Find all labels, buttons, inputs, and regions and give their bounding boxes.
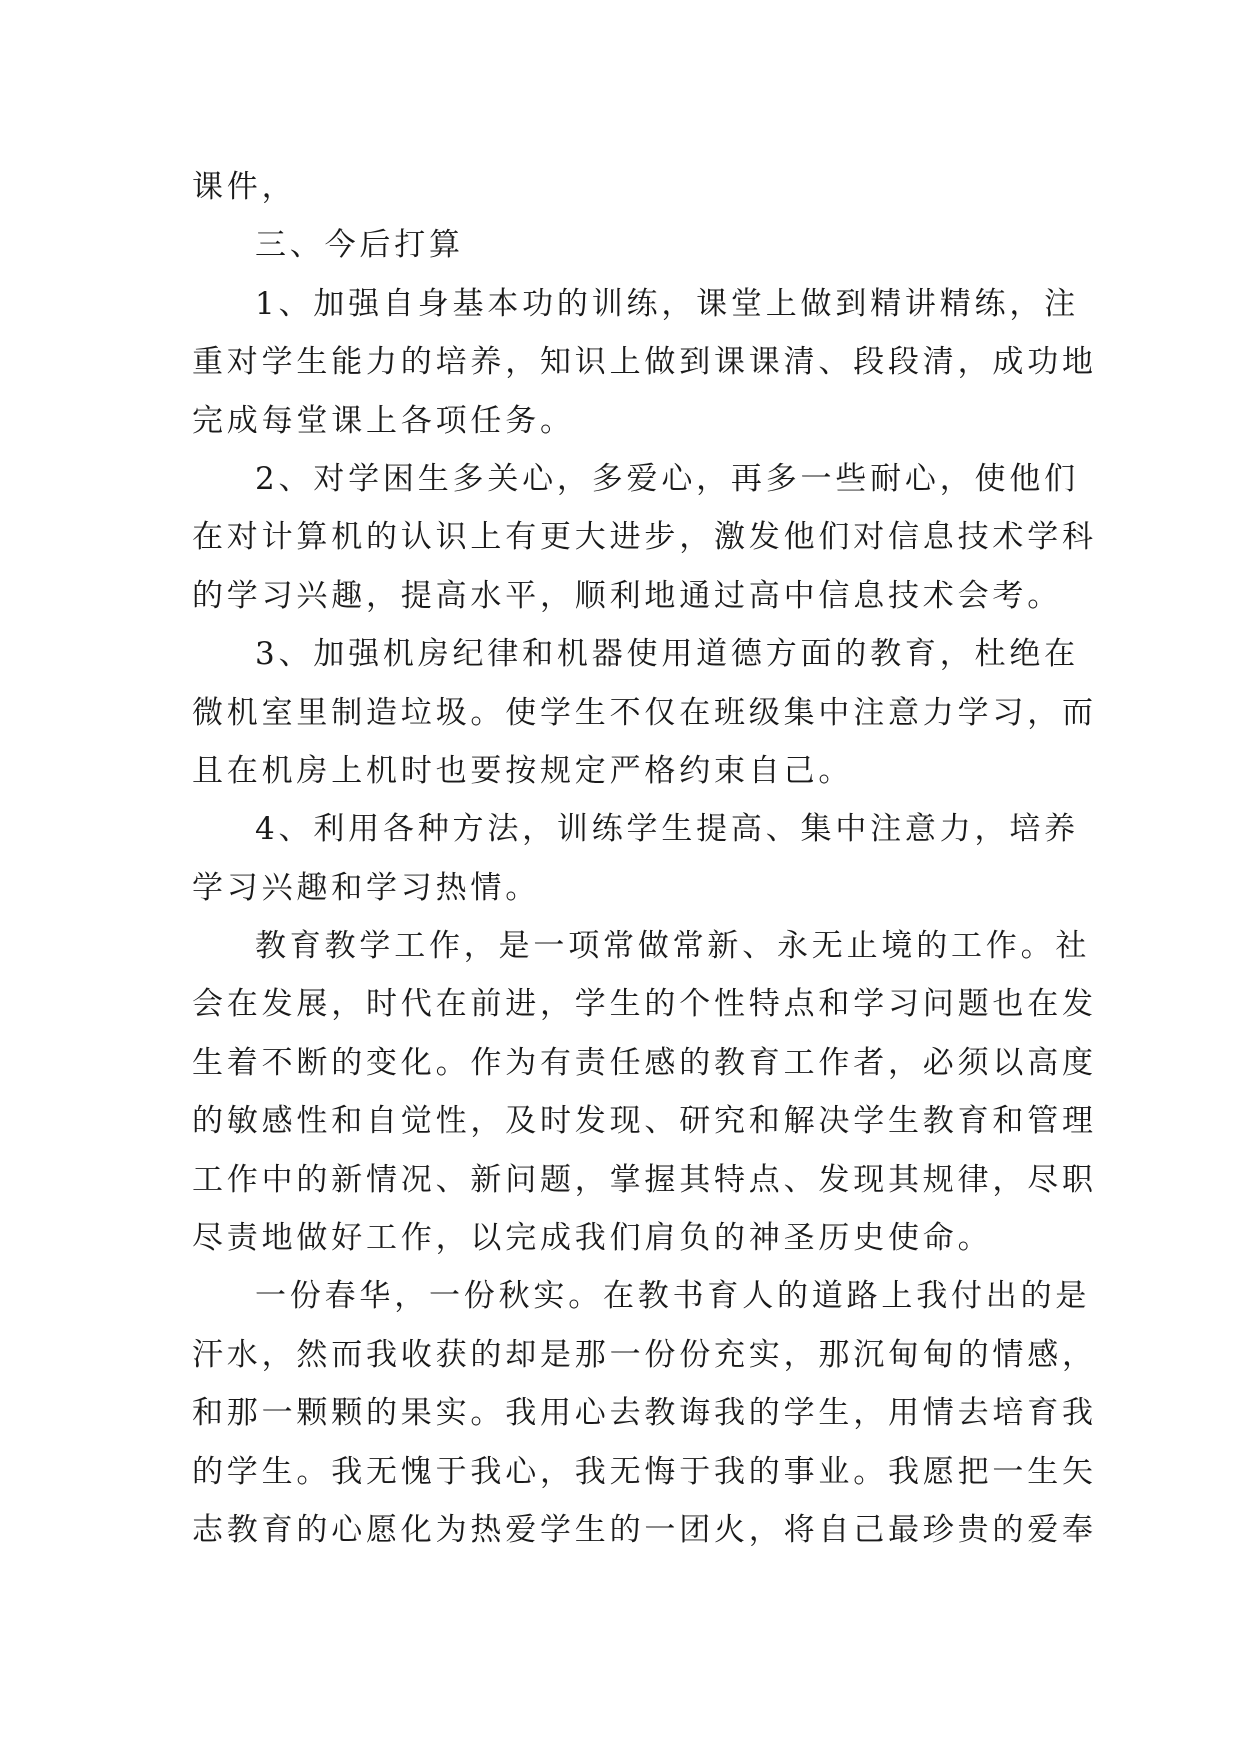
text-line: 和那一颗颗的果实。我用心去教诲我的学生，用情去培育我: [192, 1395, 1097, 1432]
text-line: 工作中的新情况、新问题，掌握其特点、发现其规律，尽职: [192, 1161, 1097, 1198]
text-line: 学习兴趣和学习热情。: [192, 869, 540, 906]
document-body: [192, 158, 1097, 1559]
text-line: 的学习兴趣，提高水平，顺利地通过高中信息技术会考。: [192, 577, 1062, 614]
text-line: 3、加强机房纪律和机器使用道德方面的教育，杜绝在: [255, 636, 1079, 673]
text-line: 尽责地做好工作，以完成我们肩负的神圣历史使命。: [192, 1220, 993, 1257]
text-line: 4、利用各种方法，训练学生提高、集中注意力，培养: [255, 811, 1079, 848]
text-line: 1、加强自身基本功的训练，课堂上做到精讲精练，注: [255, 285, 1079, 322]
text-line: 一份春华，一份秋实。在教书育人的道路上我付出的是: [255, 1278, 1091, 1315]
text-line: 生着不断的变化。作为有责任感的教育工作者，必须以高度: [192, 1044, 1097, 1081]
text-line: 课件，: [192, 169, 297, 205]
text-line: 会在发展，时代在前进，学生的个性特点和学习问题也在发: [192, 986, 1097, 1023]
text-line: 在对计算机的认识上有更大进步，激发他们对信息技术学科: [192, 519, 1097, 556]
text-line: 微机室里制造垃圾。使学生不仅在班级集中注意力学习，而: [192, 694, 1097, 731]
text-line: 完成每堂课上各项任务。: [192, 402, 575, 439]
text-line: 汗水，然而我收获的却是那一份份充实，那沉甸甸的情感，: [192, 1336, 1097, 1373]
text-line: 的敏感性和自觉性，及时发现、研究和解决学生教育和管理: [192, 1103, 1097, 1140]
text-line: 的学生。我无愧于我心，我无悔于我的事业。我愿把一生矢: [192, 1453, 1097, 1490]
section-heading: 三、今后打算: [255, 227, 464, 264]
text-line: 教育教学工作，是一项常做常新、永无止境的工作。社: [255, 928, 1091, 965]
text-line: 2、对学困生多关心，多爱心，再多一些耐心，使他们: [255, 460, 1079, 497]
text-line: 且在机房上机时也要按规定严格约束自己。: [192, 752, 854, 789]
text-line: 志教育的心愿化为热爱学生的一团火，将自己最珍贵的爱奉: [192, 1511, 1097, 1548]
text-line: 重对学生能力的培养，知识上做到课课清、段段清，成功地: [192, 344, 1097, 381]
